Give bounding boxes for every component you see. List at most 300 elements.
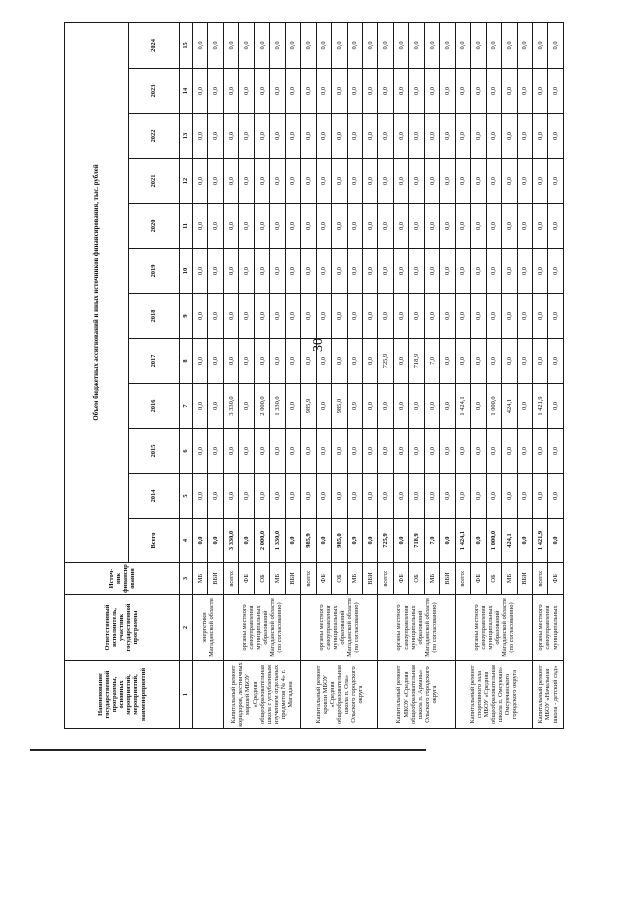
value-cell: 0,0 [486, 249, 501, 294]
value-cell: 0,0 [193, 249, 208, 294]
header-year: 2015 [129, 429, 180, 474]
value-cell: 0,0 [270, 159, 285, 204]
value-cell: 0,0 [548, 204, 564, 249]
value-cell: 0,0 [254, 204, 269, 249]
value-cell: 0,0 [548, 384, 564, 429]
header-row-numbers [179, 22, 192, 728]
value-cell: 0,0 [285, 429, 300, 474]
header-column-number: 13 [179, 114, 192, 159]
value-cell: 0,0 [471, 204, 486, 249]
value-cell: 0,0 [409, 204, 424, 249]
block-name: Капитальный ремонт спортивного зала МБОУ «Средняя общеобразовательная школа п. Омсукчан» Омсукчанского городского округа [455, 661, 532, 729]
value-cell: 0,0 [332, 249, 347, 294]
value-cell: 0,0 [223, 294, 238, 339]
header-column-number: 8 [179, 339, 192, 384]
source-cell: ОБ [409, 563, 424, 595]
value-cell: 0,0 [301, 429, 316, 474]
value-cell: 0,0 [393, 384, 408, 429]
value-cell: 0,0 [393, 159, 408, 204]
value-cell: 0,0 [193, 69, 208, 114]
value-cell: 0,0 [270, 474, 285, 519]
value-cell: 0,0 [332, 474, 347, 519]
value-cell: 0,0 [533, 294, 548, 339]
value-cell: 0,0 [502, 114, 517, 159]
value-cell: 0,0 [517, 384, 532, 429]
table-row [533, 22, 548, 728]
table-row [193, 22, 208, 728]
value-cell: 0,0 [424, 294, 439, 339]
value-cell: 0,0 [533, 159, 548, 204]
value-cell: 0,0 [363, 159, 378, 204]
value-cell: 0,0 [254, 249, 269, 294]
value-cell: 0,0 [533, 339, 548, 384]
value-cell: 0,0 [393, 114, 408, 159]
block-responsible: органы местного самоуправления муниципальных образований Магаданской области (по согласованию) [378, 595, 455, 661]
value-cell: 0,0 [378, 114, 393, 159]
value-cell: 0,0 [502, 22, 517, 68]
value-cell: 0,0 [378, 69, 393, 114]
value-cell: 0,0 [502, 204, 517, 249]
value-cell: 0,0 [533, 249, 548, 294]
value-cell: 0,0 [424, 204, 439, 249]
value-cell: 0,0 [548, 69, 564, 114]
value-cell: 0,0 [393, 474, 408, 519]
value-cell: 0,0 [502, 339, 517, 384]
value-cell: 0,0 [440, 114, 455, 159]
value-cell: 0,0 [471, 474, 486, 519]
value-cell: 0,0 [285, 294, 300, 339]
value-cell: 1 330,0 [270, 384, 285, 429]
value-cell: 0,0 [548, 474, 564, 519]
value-cell: 0,0 [440, 22, 455, 68]
value-cell: 0,0 [223, 159, 238, 204]
table-row [378, 22, 393, 728]
header-column-number: 10 [179, 249, 192, 294]
value-cell: 7,0 [424, 339, 439, 384]
value-cell: 0,0 [316, 114, 331, 159]
value-cell: 0,0 [548, 429, 564, 474]
table-row [223, 22, 238, 728]
value-cell: 0,0 [378, 159, 393, 204]
value-cell: 0,0 [254, 294, 269, 339]
value-cell: 0,0 [193, 384, 208, 429]
value-cell: 0,0 [517, 114, 532, 159]
value-cell: 0,0 [363, 384, 378, 429]
value-cell: 0,0 [455, 294, 470, 339]
value-cell: 0,0 [471, 69, 486, 114]
value-cell: 0,0 [347, 204, 362, 249]
value-cell: 0,0 [424, 474, 439, 519]
value-cell: 0,0 [193, 159, 208, 204]
header-year: 2016 [129, 384, 180, 429]
header-responsible: Ответственный исполнитель, участник государственной программы [65, 595, 180, 661]
value-cell: 0,0 [193, 22, 208, 68]
total-cell: 3 330,0 [223, 519, 238, 563]
budget-table [64, 22, 564, 729]
value-cell: 0,0 [316, 204, 331, 249]
value-cell: 0,0 [239, 22, 254, 68]
value-cell: 0,0 [548, 249, 564, 294]
value-cell: 0,0 [301, 204, 316, 249]
rotated-table-container [64, 23, 564, 729]
value-cell: 0,0 [270, 294, 285, 339]
value-cell: 0,0 [486, 69, 501, 114]
value-cell: 0,0 [517, 204, 532, 249]
value-cell: 0,0 [455, 429, 470, 474]
value-cell: 0,0 [347, 429, 362, 474]
value-cell: 0,0 [316, 22, 331, 68]
value-cell: 0,0 [409, 114, 424, 159]
header-column-number: 6 [179, 429, 192, 474]
value-cell: 0,0 [208, 69, 223, 114]
value-cell: 0,0 [332, 22, 347, 68]
value-cell: 0,0 [486, 474, 501, 519]
value-cell: 0,0 [471, 22, 486, 68]
source-cell: всего: [223, 563, 238, 595]
value-cell: 0,0 [363, 114, 378, 159]
block-name: Капитальный ремонт коридоров, лестничных маршей МБОУ «Средняя общеобразовательная школа с углубленным изучением отдельных предметов № 4» г. Магадана [223, 661, 300, 729]
source-cell: ОБ [486, 563, 501, 595]
value-cell: 1 424,1 [455, 384, 470, 429]
value-cell: 0,0 [409, 384, 424, 429]
block-responsible: органы местного самоуправления муниципальных образований Магаданской области (по согласованию) [455, 595, 532, 661]
total-cell: 725,9 [378, 519, 393, 563]
value-cell: 0,0 [208, 22, 223, 68]
value-cell: 0,0 [486, 294, 501, 339]
value-cell: 0,0 [517, 429, 532, 474]
value-cell: 0,0 [208, 474, 223, 519]
value-cell: 0,0 [316, 69, 331, 114]
total-cell: 0,0 [440, 519, 455, 563]
value-cell: 1 000,0 [486, 384, 501, 429]
value-cell: 0,0 [208, 159, 223, 204]
value-cell: 0,0 [254, 69, 269, 114]
value-cell: 0,0 [502, 474, 517, 519]
value-cell: 0,0 [316, 384, 331, 429]
value-cell: 0,0 [393, 22, 408, 68]
total-cell: 0,9 [347, 519, 362, 563]
value-cell: 0,0 [254, 22, 269, 68]
value-cell: 0,0 [378, 384, 393, 429]
value-cell: 0,0 [347, 159, 362, 204]
value-cell: 0,0 [517, 69, 532, 114]
value-cell: 0,0 [223, 339, 238, 384]
value-cell: 0,0 [440, 474, 455, 519]
value-cell: 0,0 [270, 429, 285, 474]
value-cell: 0,0 [316, 474, 331, 519]
value-cell: 0,0 [502, 159, 517, 204]
value-cell: 0,0 [471, 384, 486, 429]
value-cell: 0,0 [301, 69, 316, 114]
value-cell: 0,0 [301, 294, 316, 339]
block-name: Капитальный ремонт кровли МБОУ «Средняя общеобразовательная школа п. Ола» Ольского городского округа [301, 661, 378, 729]
value-cell: 0,0 [378, 22, 393, 68]
value-cell: 0,0 [533, 22, 548, 68]
value-cell: 0,0 [378, 294, 393, 339]
total-cell: 0,0 [239, 519, 254, 563]
total-cell: 985,9 [301, 519, 316, 563]
value-cell: 718,9 [409, 339, 424, 384]
value-cell: 1 421,9 [533, 384, 548, 429]
value-cell: 0,0 [316, 429, 331, 474]
value-cell: 0,0 [239, 204, 254, 249]
value-cell: 0,0 [363, 69, 378, 114]
page-number: 30 [311, 338, 326, 352]
value-cell: 0,0 [301, 474, 316, 519]
value-cell: 0,0 [424, 114, 439, 159]
value-cell: 0,0 [363, 429, 378, 474]
value-cell: 0,0 [533, 114, 548, 159]
value-cell: 0,0 [440, 429, 455, 474]
value-cell: 0,0 [486, 339, 501, 384]
value-cell: 0,0 [409, 69, 424, 114]
value-cell: 0,0 [455, 69, 470, 114]
total-cell: 1 000,0 [486, 519, 501, 563]
value-cell: 0,0 [378, 429, 393, 474]
value-cell: 0,0 [440, 294, 455, 339]
header-column-number: 14 [179, 69, 192, 114]
value-cell: 0,0 [440, 384, 455, 429]
value-cell: 0,0 [347, 249, 362, 294]
source-cell: ВБИ [440, 563, 455, 595]
value-cell: 0,0 [486, 204, 501, 249]
value-cell: 0,0 [301, 339, 316, 384]
value-cell: 0,0 [285, 114, 300, 159]
value-cell: 0,0 [424, 249, 439, 294]
tail-responsible: энергетики Магаданской области [193, 595, 224, 661]
source-cell: всего: [533, 563, 548, 595]
value-cell: 0,0 [502, 69, 517, 114]
source-cell: МБ [424, 563, 439, 595]
value-cell: 0,0 [223, 114, 238, 159]
value-cell: 0,0 [533, 429, 548, 474]
value-cell: 0,0 [254, 339, 269, 384]
source-cell: МБ [347, 563, 362, 595]
source-cell: всего: [378, 563, 393, 595]
value-cell: 0,0 [517, 474, 532, 519]
header-column-number: 3 [179, 563, 192, 595]
value-cell: 0,0 [440, 69, 455, 114]
block-responsible: органы местного самоуправления муниципальных образований Магаданской области (по согласованию) [301, 595, 378, 661]
value-cell: 0,0 [239, 69, 254, 114]
value-cell: 0,0 [347, 474, 362, 519]
value-cell: 0,0 [486, 114, 501, 159]
value-cell: 0,0 [254, 159, 269, 204]
value-cell: 0,0 [486, 159, 501, 204]
header-year: 2022 [129, 114, 180, 159]
header-year: 2023 [129, 69, 180, 114]
total-cell: 1 424,1 [455, 519, 470, 563]
value-cell: 0,0 [393, 204, 408, 249]
value-cell: 0,0 [301, 249, 316, 294]
total-cell: 0,0 [363, 519, 378, 563]
header-column-number: 2 [179, 595, 192, 661]
value-cell: 0,0 [223, 249, 238, 294]
value-cell: 0,0 [424, 159, 439, 204]
value-cell: 0,0 [208, 429, 223, 474]
header-column-number: 11 [179, 204, 192, 249]
value-cell: 0,0 [347, 114, 362, 159]
block-responsible: органы местного самоуправления муниципальных [533, 595, 564, 661]
source-cell: МБ [270, 563, 285, 595]
value-cell: 0,0 [486, 22, 501, 68]
total-cell: 0,0 [517, 519, 532, 563]
value-cell: 0,0 [239, 339, 254, 384]
value-cell: 0,0 [254, 429, 269, 474]
value-cell: 0,0 [223, 429, 238, 474]
header-column-number: 5 [179, 474, 192, 519]
source-cell: ВБИ [517, 563, 532, 595]
block-responsible: органы местного самоуправления муниципальных образований Магаданской области (по согласованию) [223, 595, 300, 661]
value-cell: 0,0 [471, 429, 486, 474]
block-name: Капитальный ремонт МКОУ «Средняя общеобразовательная школа п. Армань» Ольского городского округа [378, 661, 455, 729]
source-cell: ВБИ [363, 563, 378, 595]
value-cell: 0,0 [393, 339, 408, 384]
value-cell: 0,0 [316, 294, 331, 339]
header-program-name: Наименование государственной программы, основных мероприятий, мероприятий, наименорприятий [65, 661, 180, 729]
value-cell: 0,0 [455, 159, 470, 204]
header-column-number: 1 [179, 661, 192, 729]
value-cell: 0,0 [223, 474, 238, 519]
value-cell: 0,0 [533, 474, 548, 519]
value-cell: 0,0 [548, 159, 564, 204]
value-cell: 0,0 [347, 339, 362, 384]
value-cell: 0,0 [285, 384, 300, 429]
value-cell: 0,0 [332, 429, 347, 474]
source-cell: всего: [455, 563, 470, 595]
value-cell: 0,0 [440, 339, 455, 384]
value-cell: 3 330,0 [223, 384, 238, 429]
source-cell: ОБ [332, 563, 347, 595]
source-cell: МБ [502, 563, 517, 595]
value-cell: 0,0 [270, 22, 285, 68]
value-cell: 0,0 [471, 159, 486, 204]
total-cell: 0,0 [471, 519, 486, 563]
value-cell: 0,0 [316, 249, 331, 294]
header-column-number: 7 [179, 384, 192, 429]
value-cell: 0,0 [517, 249, 532, 294]
value-cell: 0,0 [254, 114, 269, 159]
value-cell: 0,0 [239, 429, 254, 474]
value-cell: 0,0 [363, 339, 378, 384]
value-cell: 0,0 [332, 69, 347, 114]
source-cell: ФБ [239, 563, 254, 595]
value-cell: 0,0 [239, 249, 254, 294]
total-cell: 0,0 [208, 519, 223, 563]
value-cell: 0,0 [208, 249, 223, 294]
value-cell: 0,0 [239, 384, 254, 429]
value-cell: 0,0 [223, 204, 238, 249]
value-cell: 0,0 [409, 159, 424, 204]
header-year: 2024 [129, 22, 180, 68]
value-cell: 0,0 [409, 429, 424, 474]
header-column-number: 15 [179, 22, 192, 68]
value-cell: 0,0 [239, 474, 254, 519]
value-cell: 0,0 [270, 249, 285, 294]
value-cell: 0,0 [455, 249, 470, 294]
value-cell: 0,0 [502, 249, 517, 294]
value-cell: 0,0 [548, 114, 564, 159]
value-cell: 0,0 [208, 114, 223, 159]
value-cell: 0,0 [285, 69, 300, 114]
value-cell: 0,0 [471, 114, 486, 159]
value-cell: 0,0 [285, 249, 300, 294]
source-cell: МБ [193, 563, 208, 595]
value-cell: 0,0 [332, 114, 347, 159]
value-cell: 0,0 [363, 204, 378, 249]
header-year: 2017 [129, 339, 180, 384]
value-cell: 0,0 [301, 159, 316, 204]
value-cell: 0,0 [285, 474, 300, 519]
source-cell: ФБ [548, 563, 564, 595]
source-cell: ВБИ [285, 563, 300, 595]
value-cell: 0,0 [517, 22, 532, 68]
value-cell: 0,0 [193, 294, 208, 339]
value-cell: 0,0 [223, 22, 238, 68]
value-cell: 0,0 [332, 339, 347, 384]
value-cell: 0,0 [208, 204, 223, 249]
source-cell: всего: [301, 563, 316, 595]
total-cell: 0,0 [393, 519, 408, 563]
header-year: 2021 [129, 159, 180, 204]
value-cell: 0,0 [517, 339, 532, 384]
value-cell: 0,0 [239, 294, 254, 339]
value-cell: 0,0 [471, 339, 486, 384]
header-column-number: 4 [179, 519, 192, 563]
value-cell: 0,0 [285, 339, 300, 384]
value-cell: 0,0 [193, 114, 208, 159]
source-cell: ВБИ [208, 563, 223, 595]
header-volume-caption: Объем бюджетных ассигнований и иных источников финансирования, тыс. рублей [65, 22, 129, 562]
block-name: Капитальный ремонт МБОУ «Начальная школа - детский сад» [533, 661, 564, 729]
value-cell: 0,0 [270, 69, 285, 114]
value-cell: 0,0 [316, 339, 331, 384]
value-cell: 0,0 [424, 69, 439, 114]
source-cell: ФБ [471, 563, 486, 595]
value-cell: 0,0 [285, 159, 300, 204]
value-cell: 0,0 [378, 474, 393, 519]
value-cell: 0,0 [424, 429, 439, 474]
value-cell: 0,0 [270, 204, 285, 249]
value-cell: 0,0 [363, 22, 378, 68]
value-cell: 0,0 [285, 204, 300, 249]
value-cell: 0,0 [332, 294, 347, 339]
value-cell: 0,0 [332, 159, 347, 204]
value-cell: 0,0 [239, 114, 254, 159]
value-cell: 0,0 [393, 429, 408, 474]
value-cell: 0,0 [533, 204, 548, 249]
value-cell: 2 000,0 [254, 384, 269, 429]
total-cell: 0,0 [548, 519, 564, 563]
value-cell: 0,0 [455, 204, 470, 249]
value-cell: 0,0 [332, 204, 347, 249]
value-cell: 0,0 [517, 159, 532, 204]
value-cell: 0,0 [548, 22, 564, 68]
total-cell: 2 000,0 [254, 519, 269, 563]
value-cell: 0,0 [208, 339, 223, 384]
header-column-number: 12 [179, 159, 192, 204]
value-cell: 0,0 [347, 294, 362, 339]
value-cell: 0,0 [254, 474, 269, 519]
total-cell: 985,0 [332, 519, 347, 563]
total-cell: 424,1 [502, 519, 517, 563]
value-cell: 0,0 [285, 22, 300, 68]
value-cell: 0,0 [208, 294, 223, 339]
value-cell: 0,0 [393, 249, 408, 294]
total-cell: 0,0 [316, 519, 331, 563]
header-row-caption [65, 22, 129, 728]
total-cell: 0,0 [193, 519, 208, 563]
